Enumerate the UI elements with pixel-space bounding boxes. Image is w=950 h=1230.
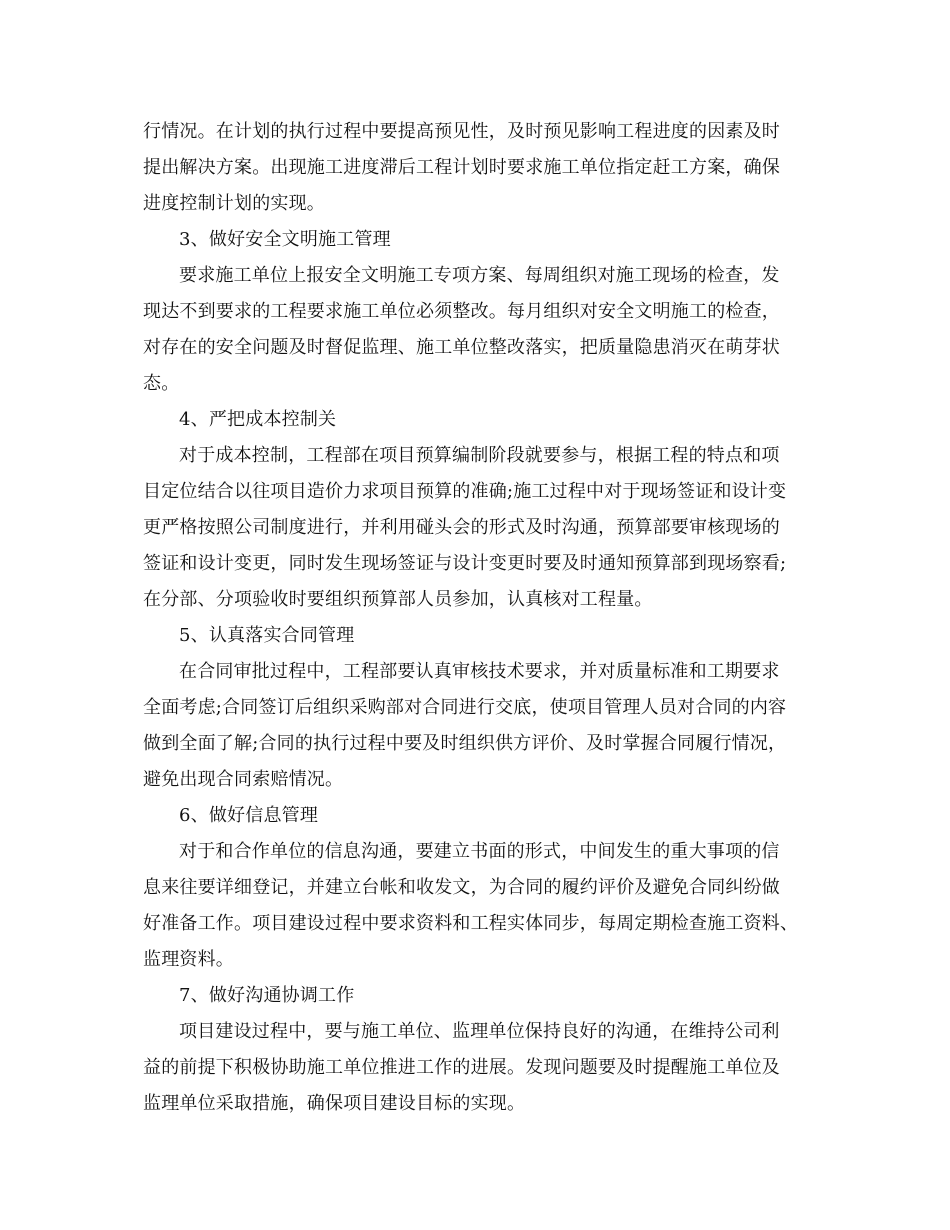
body-text-line: 行情况。在计划的执行过程中要提高预见性，及时预见影响工程进度的因素及时 <box>143 121 780 142</box>
section-heading: 3、做好安全文明施工管理 <box>179 229 391 250</box>
body-text-line: 目定位结合以往项目造价力求项目预算的准确;施工过程中对于现场签证和设计变 <box>143 481 787 502</box>
body-text-line: 避免出现合同索赔情况。 <box>143 769 344 790</box>
body-text-line: 息来往要详细登记，并建立台帐和收发文，为合同的履约评价及避免合同纠纷做 <box>143 877 780 898</box>
body-text-line: 在合同审批过程中，工程部要认真审核技术要求，并对质量标准和工期要求 <box>179 661 780 682</box>
body-text-line: 对存在的安全问题及时督促监理、施工单位整改落实，把质量隐患消灭在萌芽状 <box>143 337 780 358</box>
body-text-line: 对于和合作单位的信息沟通，要建立书面的形式，中间发生的重大事项的信 <box>179 841 780 862</box>
body-text-line: 项目建设过程中，要与施工单位、监理单位保持良好的沟通，在维持公司利 <box>179 1021 780 1042</box>
section-heading: 6、做好信息管理 <box>179 805 319 826</box>
body-text-line: 现达不到要求的工程要求施工单位必须整改。每月组织对安全文明施工的检查， <box>143 301 780 322</box>
body-text-line: 益的前提下积极协助施工单位推进工作的进展。发现问题要及时提醒施工单位及 <box>143 1057 780 1078</box>
body-text-line: 要求施工单位上报安全文明施工专项方案、每周组织对施工现场的检查，发 <box>179 265 780 286</box>
body-text-line: 更严格按照公司制度进行，并利用碰头会的形式及时沟通，预算部要审核现场的 <box>143 517 780 538</box>
body-text-line: 签证和设计变更，同时发生现场签证与设计变更时要及时通知预算部到现场察看; <box>143 553 787 574</box>
body-text-line: 监理单位采取措施，确保项目建设目标的实现。 <box>143 1093 526 1114</box>
body-text-line: 对于成本控制，工程部在项目预算编制阶段就要参与，根据工程的特点和项 <box>179 445 780 466</box>
body-text-line: 进度控制计划的实现。 <box>143 193 325 214</box>
body-text-line: 做到全面了解;合同的执行过程中要及时组织供方评价、及时掌握合同履行情况， <box>143 733 787 754</box>
body-text-line: 监理资料。 <box>143 949 234 970</box>
section-heading: 5、认真落实合同管理 <box>179 625 355 646</box>
document-body <box>143 114 808 1122</box>
section-heading: 7、做好沟通协调工作 <box>179 985 355 1006</box>
body-text-line: 在分部、分项验收时要组织预算部人员参加，认真核对工程量。 <box>143 589 653 610</box>
body-text-line: 全面考虑;合同签订后组织采购部对合同进行交底，使项目管理人员对合同的内容 <box>143 697 787 718</box>
section-heading: 4、严把成本控制关 <box>179 409 337 430</box>
body-text-line: 好准备工作。项目建设过程中要求资料和工程实体同步，每周定期检查施工资料、 <box>143 913 799 934</box>
body-text-line: 提出解决方案。出现施工进度滞后工程计划时要求施工单位指定赶工方案，确保 <box>143 157 780 178</box>
body-text-line: 态。 <box>143 373 180 394</box>
